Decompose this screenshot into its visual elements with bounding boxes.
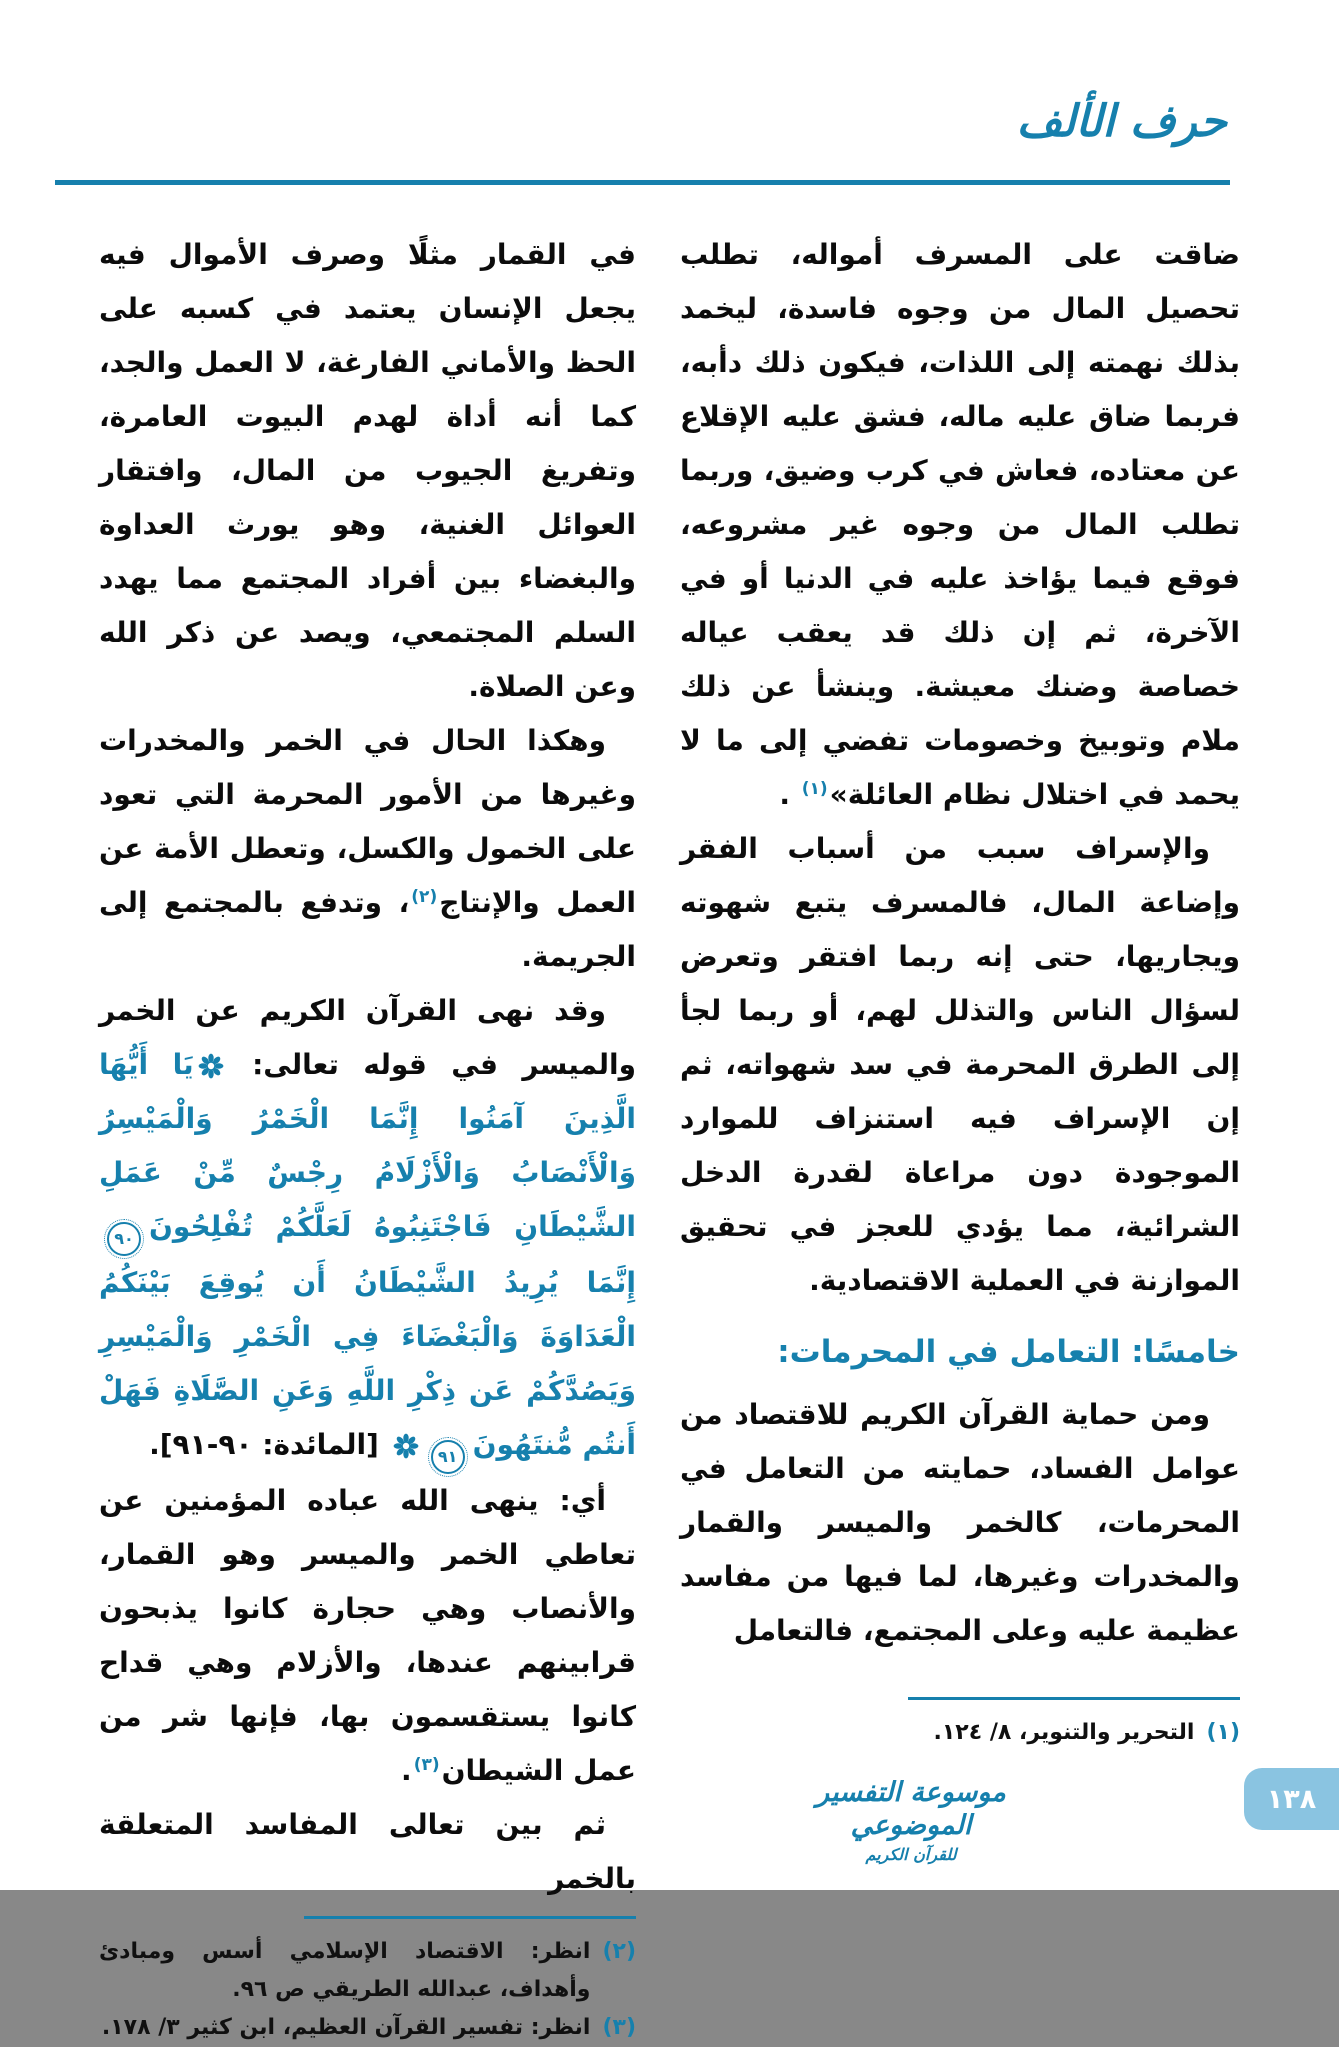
section-heading: خامسًا: التعامل في المحرمات: bbox=[777, 1334, 1240, 1370]
body-text: أي: ينهى الله عباده المؤمنين عن تعاطي الخمر والميسر وهو القمار، والأنصاب وهي حجارة كانوا يذبحون قرابينهم عندها، والأزلام وهي قداح كانوا يستقسمون بها، فإنها شر من عمل الشيطان bbox=[99, 1484, 636, 1787]
body-text: ، وتدفع بالمجتمع إلى الجريمة. bbox=[99, 886, 636, 973]
ayah-number-medallion: ٩٠ bbox=[107, 1222, 141, 1256]
footnote-number: (١) bbox=[1206, 1720, 1240, 1745]
paragraph bbox=[99, 1798, 636, 1906]
quran-verse-text: إِنَّمَا يُرِيدُ الشَّيْطَانُ أَن يُوقِعَ بَيْنَكُمُ الْعَدَاوَةَ وَالْبَغْضَاءَ فِي الْخَمْرِ وَالْمَيْسِرِ وَيَصُدَّكُمْ عَن ذِكْرِ اللَّهِ وَعَنِ الصَّلَاةِ فَهَلْ أَنتُم مُّنتَهُونَ bbox=[99, 1266, 636, 1461]
ornate-bracket-open-icon bbox=[198, 1048, 224, 1081]
footnote-text: التحرير والتنوير، ٨/ ١٢٤. bbox=[933, 1720, 1195, 1745]
ayah-number-medallion: ٩١ bbox=[431, 1440, 465, 1474]
footnote-marker: (١) bbox=[801, 778, 828, 799]
column-left-text bbox=[99, 228, 636, 1906]
column-right-footnotes bbox=[680, 1687, 1240, 1752]
paragraph bbox=[99, 228, 636, 714]
paragraph bbox=[99, 714, 636, 984]
footnote-list bbox=[680, 1714, 1240, 1752]
publisher-logo-title: موسوعة التفسير الموضوعي bbox=[816, 1776, 1006, 1842]
page-number-badge bbox=[1244, 1768, 1339, 1830]
header-divider bbox=[55, 180, 1230, 185]
paragraph bbox=[680, 1388, 1240, 1658]
body-text: ثم بين تعالى المفاسد المتعلقة بالخمر bbox=[99, 1808, 636, 1895]
body-text: ومن حماية القرآن الكريم للاقتصاد من عوامل الفساد، حمايته من التعامل في المحرمات، كالخمر والميسر والقمار والمخدرات وغيرها، لما فيها من مفاسد عظيمة عليه وعلى المجتمع، فالتعامل bbox=[680, 1397, 1240, 1647]
footnote-divider bbox=[908, 1697, 1240, 1700]
body-text: ضاقت على المسرف أمواله، تطلب تحصيل المال من وجوه فاسدة، ليخمد بذلك نهمته إلى اللذات، فيكون ذلك دأبه، فربما ضاق عليه ماله، فشق عليه الإقلاع عن معتاده، فعاش في كرب وضيق، وربما تطلب المال من وجوه غير مشروعه، فوقع فيما يؤاخذ عليه في الدنيا أو في الآخرة، ثم إن ذلك قد يعقب عياله خصاصة وضنك معيشة. وينشأ عن ذلك ملام وتوبيخ وخصومات تفضي إلى ما لا يحمد في اختلال نظام العائلة» bbox=[680, 238, 1240, 811]
column-right bbox=[680, 228, 1240, 1752]
column-left-footnotes bbox=[99, 1906, 636, 2047]
publisher-logo-subtitle: للقرآن الكريم bbox=[865, 1845, 957, 1864]
paragraph bbox=[99, 1474, 636, 1798]
column-left bbox=[99, 228, 636, 2040]
publisher-logo bbox=[791, 1776, 1031, 1865]
page-number: ١٣٨ bbox=[1266, 1783, 1317, 1815]
footnote-item bbox=[680, 1714, 1240, 1752]
footnote-number: (٣) bbox=[602, 2015, 636, 2040]
footnote-item bbox=[99, 2009, 636, 2047]
paragraph bbox=[99, 984, 636, 1474]
quran-verse-text: يَا أَيُّهَا الَّذِينَ آمَنُوا إِنَّمَا الْخَمْرُ وَالْمَيْسِرُ وَالْأَنْصَابُ وَالْأَزْلَامُ رِجْسٌ مِّنْ عَمَلِ الشَّيْطَانِ فَاجْتَنِبُوهُ لَعَلَّكُمْ تُفْلِحُونَ bbox=[99, 1048, 636, 1243]
body-text: . bbox=[401, 1754, 412, 1787]
footnote-text: انظر: الاقتصاد الإسلامي أسس ومبادئ وأهداف، عبدالله الطريقي ص ٩٦. bbox=[99, 1939, 591, 2002]
footnote-divider bbox=[304, 1916, 636, 1919]
footnote-marker: (٣) bbox=[413, 1754, 440, 1775]
footnote-item bbox=[99, 1933, 636, 2009]
ornate-bracket-close-icon bbox=[393, 1428, 419, 1461]
body-text: وهكذا الحال في الخمر والمخدرات وغيرها من الأمور المحرمة التي تعود على الخمول والكسل، وتعطل الأمة عن العمل والإنتاج bbox=[99, 724, 636, 919]
page-header-letter: حرف الألف bbox=[1016, 96, 1227, 147]
body-text: في القمار مثلًا وصرف الأموال فيه يجعل الإنسان يعتمد في كسبه على الحظ والأماني الفارغة، لا العمل والجد، كما أنه أداة لهدم البيوت العامرة، وتفريغ الجيوب من المال، وافتقار العوائل الغنية، وهو يورث العداوة والبغضاء بين أفراد المجتمع مما يهدد السلم المجتمعي، ويصد عن ذكر الله وعن الصلاة. bbox=[99, 238, 636, 703]
footnote-list bbox=[99, 1933, 636, 2047]
footnote-number: (٢) bbox=[602, 1939, 636, 1964]
column-right-text bbox=[680, 228, 1240, 1658]
paragraph bbox=[680, 822, 1240, 1308]
body-text: [المائدة: ٩٠-٩١]. bbox=[149, 1428, 389, 1461]
body-text: . bbox=[779, 778, 800, 811]
footnote-marker: (٢) bbox=[411, 886, 438, 907]
body-text: والإسراف سبب من أسباب الفقر وإضاعة المال، فالمسرف يتبع شهوته ويجاريها، حتى إنه ربما افتقر وتعرض لسؤال الناس والتذلل لهم، أو ربما لجأ إلى الطرق المحرمة في سد شهواته، ثم إن الإسراف فيه استنزاف للموارد الموجودة دون مراعاة لقدرة الدخل الشرائية، مما يؤدي للعجز في تحقيق الموازنة في العملية الاقتصادية. bbox=[680, 832, 1240, 1297]
paragraph bbox=[680, 228, 1240, 822]
footnote-text: انظر: تفسير القرآن العظيم، ابن كثير ٣/ ١٧٨. bbox=[101, 2015, 591, 2040]
body-text: وقد نهى القرآن الكريم عن الخمر والميسر في قوله تعالى: bbox=[99, 994, 636, 1081]
